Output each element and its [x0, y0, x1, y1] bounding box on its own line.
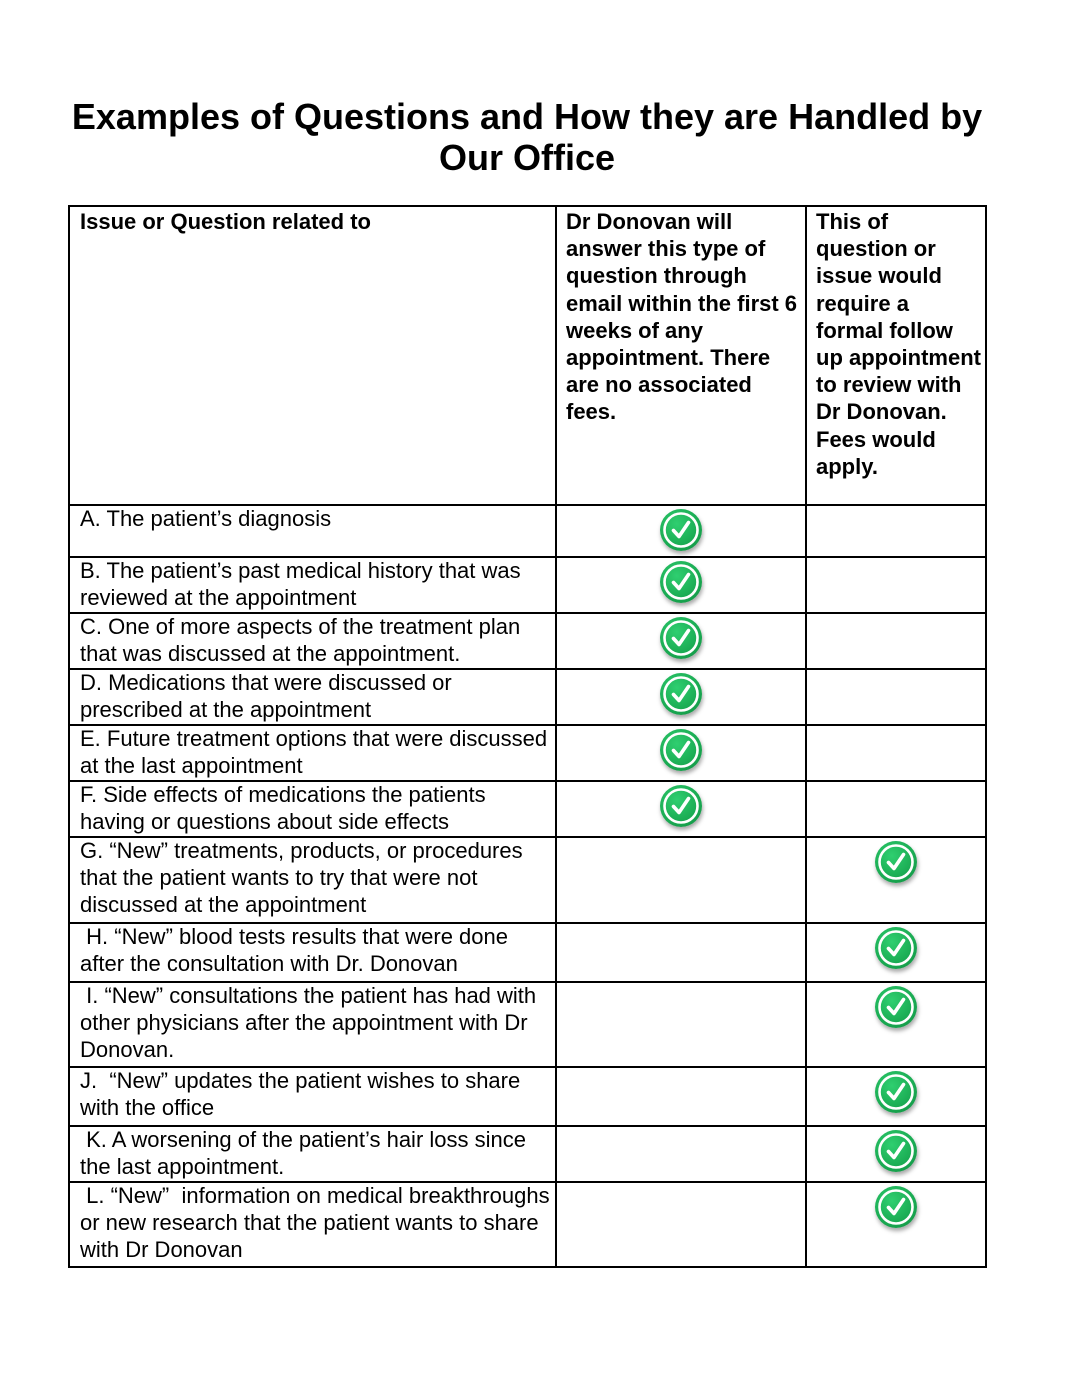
followup-appointment-cell [806, 1067, 986, 1126]
email-answer-cell [556, 557, 806, 613]
checkmark-icon [660, 729, 702, 771]
table-row [69, 923, 986, 982]
email-answer-cell [556, 669, 806, 725]
issue-cell [69, 613, 556, 669]
issue-text: B. The patient’s past medical history that was reviewed at the appointment [80, 558, 527, 610]
table-row [69, 781, 986, 837]
checkmark-icon [875, 986, 917, 1028]
checkmark-icon [875, 1071, 917, 1113]
header-issue: Issue or Question related to [69, 206, 556, 505]
issue-text: H. “New” blood tests results that were done after the consultation with Dr. Donovan [80, 924, 515, 976]
issue-text: D. Medications that were discussed or prescribed at the appointment [80, 670, 458, 722]
issue-text: E. Future treatment options that were discussed at the last appointment [80, 726, 554, 778]
checkmark-icon [875, 841, 917, 883]
header-row [69, 206, 986, 505]
issue-text: F. Side effects of medications the patients having or questions about side effects [80, 782, 492, 834]
header-followup-appointment: This of question or issue would require a formal follow up appointment to review with Dr Donovan. Fees would apply. [806, 206, 986, 505]
checkmark-icon [660, 673, 702, 715]
issue-text: G. “New” treatments, products, or procedures that the patient wants to try that were not discussed at the appointment [80, 838, 529, 917]
email-answer-cell [556, 1067, 806, 1126]
followup-appointment-cell [806, 725, 986, 781]
email-answer-cell [556, 725, 806, 781]
followup-appointment-cell [806, 505, 986, 557]
issue-text: K. A worsening of the patient’s hair loss since the last appointment. [80, 1127, 533, 1179]
table-row [69, 669, 986, 725]
email-answer-cell [556, 781, 806, 837]
email-answer-cell [556, 1182, 806, 1267]
followup-appointment-cell [806, 1182, 986, 1267]
issue-text: I. “New” consultations the patient has had with other physicians after the appointment with Dr Donovan. [80, 983, 543, 1062]
followup-appointment-cell [806, 837, 986, 923]
table-row [69, 505, 986, 557]
checkmark-icon [660, 617, 702, 659]
table-row [69, 1067, 986, 1126]
issue-cell [69, 837, 556, 923]
issue-text: J. “New” updates the patient wishes to share with the office [80, 1068, 527, 1120]
issue-text: C. One of more aspects of the treatment plan that was discussed at the appointment. [80, 614, 527, 666]
followup-appointment-cell [806, 669, 986, 725]
checkmark-icon [660, 509, 702, 551]
issue-text: L. “New” information on medical breakthroughs or new research that the patient wants to share with Dr Donovan [80, 1183, 556, 1262]
email-answer-cell [556, 982, 806, 1067]
email-answer-cell [556, 613, 806, 669]
issue-cell [69, 725, 556, 781]
issue-cell [69, 781, 556, 837]
issue-cell [69, 669, 556, 725]
email-answer-cell [556, 1126, 806, 1182]
table-row [69, 1126, 986, 1182]
table-body [69, 505, 986, 1267]
header-email-answer: Dr Donovan will answer this type of question through email within the first 6 weeks of any appointment. There are no associated fees. [556, 206, 806, 505]
email-answer-cell [556, 505, 806, 557]
email-answer-cell [556, 923, 806, 982]
issue-cell [69, 982, 556, 1067]
table-row [69, 1182, 986, 1267]
table-row [69, 982, 986, 1067]
email-answer-cell [556, 837, 806, 923]
table-row [69, 557, 986, 613]
issue-cell [69, 1126, 556, 1182]
table-row [69, 837, 986, 923]
checkmark-icon [875, 927, 917, 969]
issue-cell [69, 923, 556, 982]
followup-appointment-cell [806, 781, 986, 837]
issue-cell [69, 557, 556, 613]
issue-cell [69, 505, 556, 557]
checkmark-icon [875, 1130, 917, 1172]
page-title: Examples of Questions and How they are Handled by Our Office [71, 96, 983, 178]
checkmark-icon [660, 561, 702, 603]
issue-cell [69, 1067, 556, 1126]
issue-text: A. The patient’s diagnosis [80, 506, 332, 531]
checkmark-icon [660, 785, 702, 827]
table-row [69, 613, 986, 669]
issue-cell [69, 1182, 556, 1267]
followup-appointment-cell [806, 923, 986, 982]
table-row [69, 725, 986, 781]
checkmark-icon [875, 1186, 917, 1228]
questions-table [68, 205, 987, 1268]
followup-appointment-cell [806, 613, 986, 669]
followup-appointment-cell [806, 557, 986, 613]
followup-appointment-cell [806, 1126, 986, 1182]
followup-appointment-cell [806, 982, 986, 1067]
